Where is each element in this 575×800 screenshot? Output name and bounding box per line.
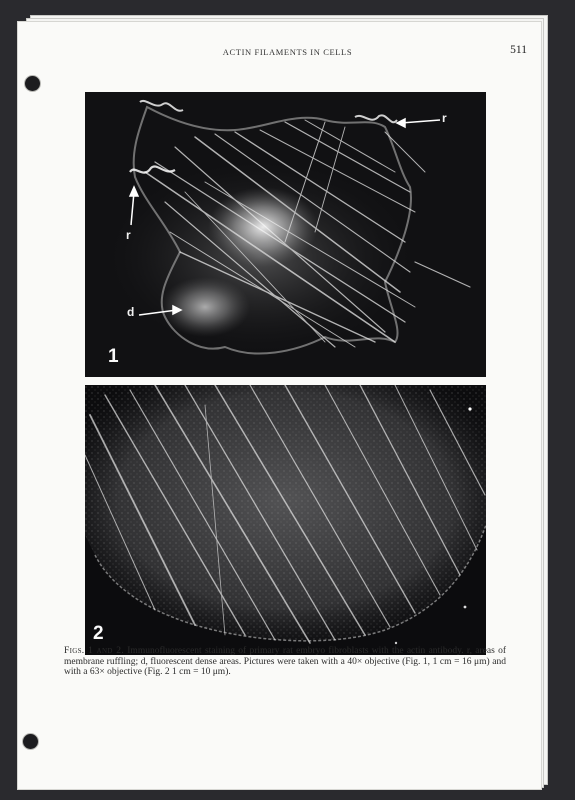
figure-1-micrograph xyxy=(85,92,486,377)
punch-hole xyxy=(24,75,41,92)
figure-number: 1 xyxy=(108,346,119,367)
page-header xyxy=(0,44,575,63)
ruffle-label: r xyxy=(126,228,131,242)
running-title: ACTIN FILAMENTS IN CELLS xyxy=(222,47,353,57)
figure-caption xyxy=(64,646,506,678)
ruffle-label: r xyxy=(442,111,447,125)
punch-hole xyxy=(22,733,39,750)
caption-text: Immunofluorescent staining of primary rat embryo fibroblasts with the actin antibody. r, areas of membrane ruffling; d, fluorescent dense areas. Pictures were taken with a 40× objective (Fig. 1, 1 cm = 16 μm) and with a 63× objective (Fig. 2 1 cm = 10 μm). xyxy=(64,646,506,677)
figure-number: 2 xyxy=(93,623,104,644)
dense-area-label: d xyxy=(127,305,135,319)
figure-2-micrograph xyxy=(85,385,486,655)
caption-lead: Figs. 1 and 2. xyxy=(64,646,124,656)
page-number: 511 xyxy=(510,44,527,56)
